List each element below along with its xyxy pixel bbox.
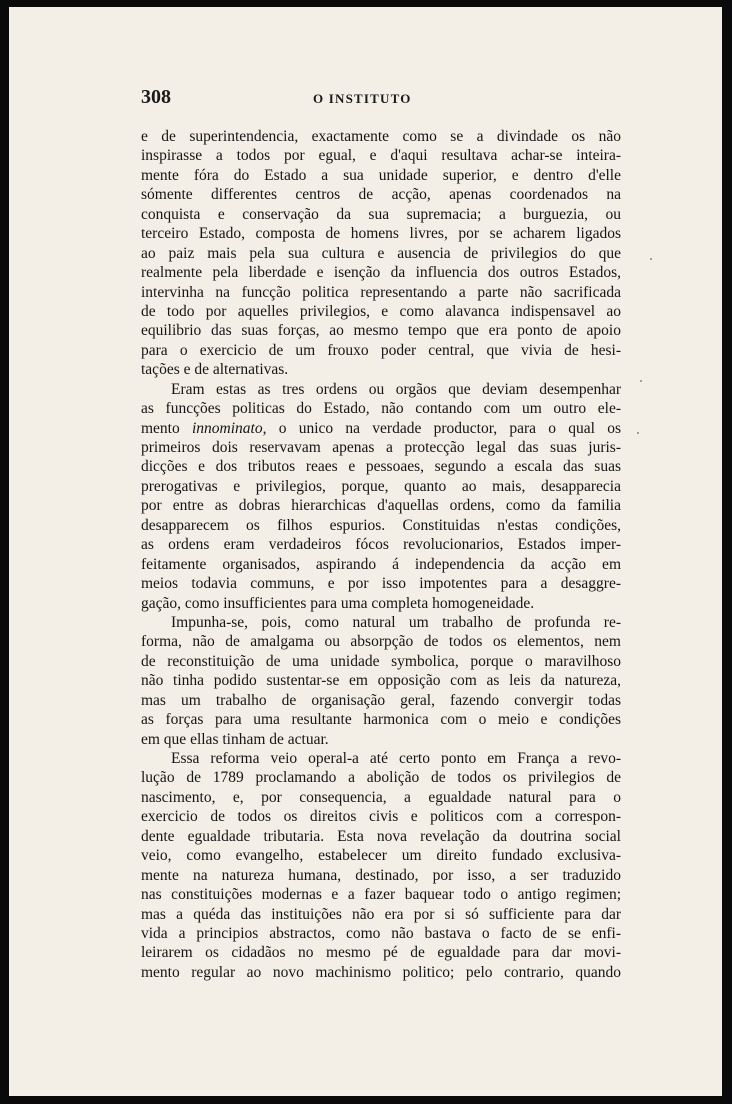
text-line: as ordens eram verdadeiros fócos revolucionarios, Estados imper-	[141, 536, 621, 554]
text-line: Eram estas as tres ordens ou orgãos que deviam desempenhar	[171, 380, 621, 398]
text-line: de reconstituição de uma unidade symbolica, porque o maravilhoso	[141, 652, 621, 670]
text-line: não tinha podido sustentar-se em opposição com as leis da natureza,	[141, 672, 621, 690]
page-number: 308	[141, 86, 171, 108]
text-line: feitamente organisados, aspirando á independencia da acção em	[141, 555, 621, 573]
text-line: mente na natureza humana, destinado, por isso, a ser traduzido	[141, 866, 621, 884]
text-line: conquista e conservação da sua supremacia; a burguezia, ou	[141, 205, 621, 223]
italic-word: innominato,	[192, 419, 267, 437]
page-header	[141, 86, 621, 110]
text-line: para o exercicio de um frouxo poder central, que vivia de hesi-	[141, 341, 621, 359]
text-line: Impunha-se, pois, como natural um trabalho de profunda re-	[171, 613, 621, 631]
text-line: prerogativas e privilegios, porque, quanto ao mais, desapparecia	[141, 477, 621, 495]
text-line: dente egualdade tributaria. Esta nova revelação da doutrina social	[141, 827, 621, 845]
text-line: leirarem os cidadãos no mesmo pé de egualdade para dar movi-	[141, 944, 621, 962]
text-line: mas um trabalho de organisação geral, fazendo convergir todas	[141, 691, 621, 709]
body-text	[141, 127, 621, 982]
text-line: nascimento, e, por consequencia, a egualdade natural para o	[141, 788, 621, 806]
text-line: veio, como evangelho, estabelecer um direito fundado exclusiva-	[141, 847, 621, 865]
text-line: Essa reforma veio operal-a até certo ponto em França a revo-	[171, 750, 621, 767]
paper-speck	[650, 258, 652, 260]
paper-speck	[637, 432, 639, 434]
text-line: e de superintendencia, exactamente como se a divindade os não	[141, 128, 621, 145]
text-line: intervinha na funcção politica representando a parte não sacrificada	[141, 283, 621, 301]
text-line: vida a principios abstractos, como não bastava o facto de se enfi-	[141, 924, 621, 942]
text-line: realmente pela liberdade e isenção da influencia dos outros Estados,	[141, 264, 621, 282]
text-line: equilibrio das suas forças, ao mesmo tempo que era ponto de apoio	[141, 322, 621, 340]
text-line: meios todavia communs, e por isso impotentes para a desaggre-	[141, 575, 621, 593]
text-line: lução de 1789 proclamando a abolição de todos os privilegios de	[141, 769, 621, 787]
paper-speck	[640, 380, 642, 382]
text-line: as funcções politicas do Estado, não contando com um outro ele-	[141, 400, 621, 418]
text-line: inspirasse a todos por egual, e d'aqui resultava achar-se inteira-	[141, 147, 621, 165]
text-line: dicções e dos tributos reaes e pessoaes, segundo a escala das suas	[141, 458, 621, 476]
text-line: mas a quéda das instituições não era por si só sufficiente para dar	[141, 905, 621, 923]
text-line: desapparecem os filhos espurios. Constituidas n'estas condições,	[141, 516, 621, 534]
text-line: mento regular ao novo machinismo politico; pelo contrario, quando	[141, 963, 621, 981]
text-line: terceiro Estado, composta de homens livres, por se acharem ligados	[141, 225, 621, 243]
text-line: por entre as dobras hierarchicas d'aquellas ordens, como da familia	[141, 497, 621, 515]
text-line: forma, não de amalgama ou absorpção de todos os elementos, nem	[141, 633, 621, 651]
text-line: primeiros dois reservavam apenas a protecção legal das suas juris-	[141, 439, 621, 456]
text-line: de todo por aquelles privilegios, e como alavanca indispensavel ao	[141, 302, 621, 320]
text-line: mente fóra do Estado a sua unidade superior, e dentro d'elle	[141, 166, 621, 184]
text-line: as forças para uma resultante harmonica com o meio e condições	[141, 711, 621, 729]
text-line: em que ellas tinham de actuar.	[141, 730, 329, 748]
text-line: sómente differentes centros de acção, apenas coordenados na	[141, 186, 621, 204]
text-line: gação, como insufficientes para uma completa homogeneidade.	[141, 594, 535, 612]
text-line: ao paiz mais pela sua cultura e ausencia de privilegios do que	[141, 244, 621, 262]
text-line: tações e de alternativas.	[141, 361, 289, 379]
running-title: O INSTITUTO	[313, 91, 412, 106]
text-line: mento innominato, o unico na verdade productor, para o qual os	[141, 419, 621, 437]
text-line: nas constituições modernas e a fazer baquear todo o antigo regimen;	[141, 886, 621, 904]
text-line: exercicio de todos os direitos civis e politicos com a correspon-	[141, 808, 621, 826]
